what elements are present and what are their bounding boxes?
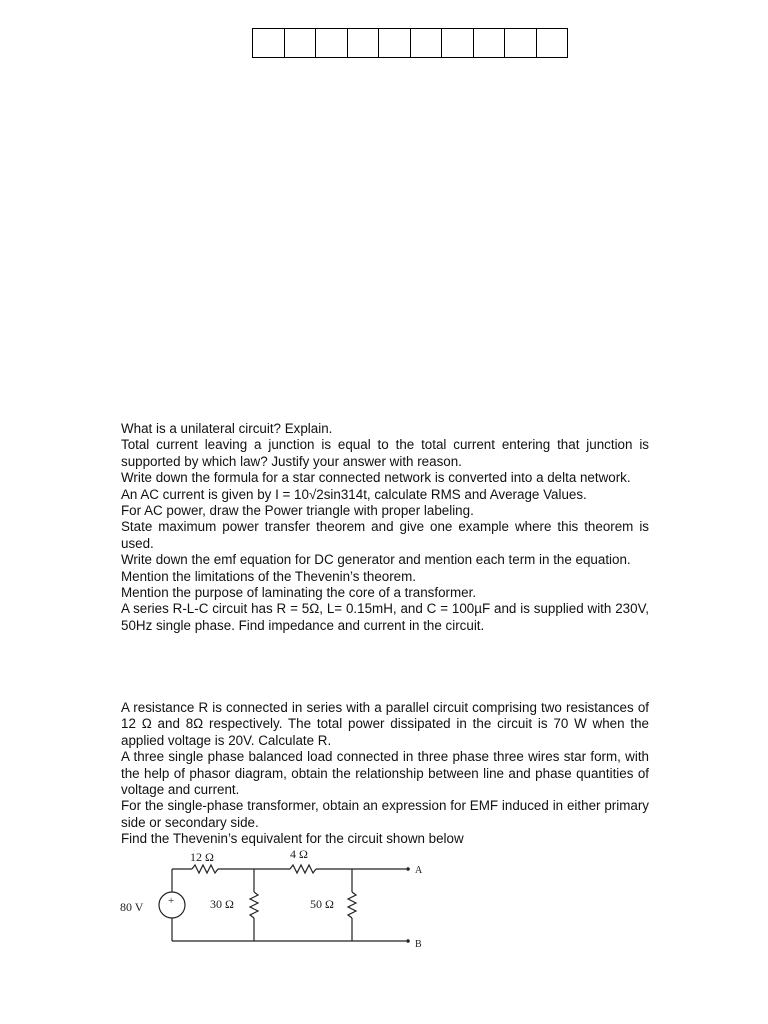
terminal-a-label: A	[415, 865, 423, 876]
usn-cell	[411, 28, 443, 58]
usn-cell	[379, 28, 411, 58]
question-block-one	[121, 421, 649, 634]
question-text: State maximum power transfer theorem and give one example where this theorem is used.	[121, 519, 649, 551]
usn-cell	[285, 28, 317, 58]
question-text: Find the Thevenin’s equivalent for the circuit shown below	[121, 831, 464, 847]
resistor-50-ohm	[348, 892, 356, 918]
usn-cell	[316, 28, 348, 58]
question-text: For the single-phase transformer, obtain an expression for EMF induced in either primary side or secondary side.	[121, 798, 649, 830]
question-text: Mention the limitations of the Thevenin’s theorem.	[121, 568, 417, 584]
resistor-30-label: 30 Ω	[210, 897, 234, 911]
resistor-30-ohm	[250, 892, 258, 918]
thevenin-circuit-diagram	[110, 848, 440, 948]
usn-cell	[442, 28, 474, 58]
resistor-12-ohm	[192, 865, 218, 873]
resistor-4-ohm	[290, 865, 316, 873]
question-text: For AC power, draw the Power triangle with proper labeling.	[121, 503, 474, 519]
usn-cell	[537, 28, 569, 58]
question-text: An AC current is given by I = 10√2sin314t, calculate RMS and Average Values.	[121, 486, 587, 502]
question-text: Write down the emf equation for DC generator and mention each term in the equation.	[121, 552, 631, 568]
usn-cell	[348, 28, 380, 58]
usn-box-grid	[252, 28, 568, 58]
voltage-source-label: 80 V	[120, 900, 144, 914]
voltage-source-sign: +	[168, 895, 175, 907]
terminal-b-node	[406, 939, 410, 943]
question-text: Write down the formula for a star connected network is converted into a delta network.	[121, 470, 631, 486]
question-text: A series R-L-C circuit has R = 5Ω, L= 0.15mH, and C = 100µF and is supplied with 230V, 50Hz single phase. Find impedance and current in the circuit.	[121, 601, 649, 633]
question-block-two	[121, 700, 649, 848]
usn-cell	[253, 28, 285, 58]
resistor-12-label: 12 Ω	[190, 850, 214, 864]
usn-cell	[505, 28, 537, 58]
usn-cell	[474, 28, 506, 58]
resistor-4-label: 4 Ω	[290, 848, 308, 861]
question-text: A three single phase balanced load connected in three phase three wires star form, with the help of phasor diagram, obtain the relationship between line and phase quantities of voltage and current.	[121, 749, 649, 798]
question-text: What is a unilateral circuit? Explain.	[121, 421, 333, 436]
resistor-50-label: 50 Ω	[310, 897, 334, 911]
terminal-b-label: B	[415, 939, 422, 948]
question-text: A resistance R is connected in series with a parallel circuit comprising two resistances of 12 Ω and 8Ω respectively. The total power dissipated in the circuit is 70 W when the applied voltage is 20V. Calculate R.	[121, 700, 649, 748]
terminal-a-node	[406, 867, 410, 871]
question-text: Mention the purpose of laminating the core of a transformer.	[121, 585, 477, 601]
question-text: Total current leaving a junction is equal to the total current entering that junction is supported by which law? Justify your answer with reason.	[121, 437, 649, 469]
